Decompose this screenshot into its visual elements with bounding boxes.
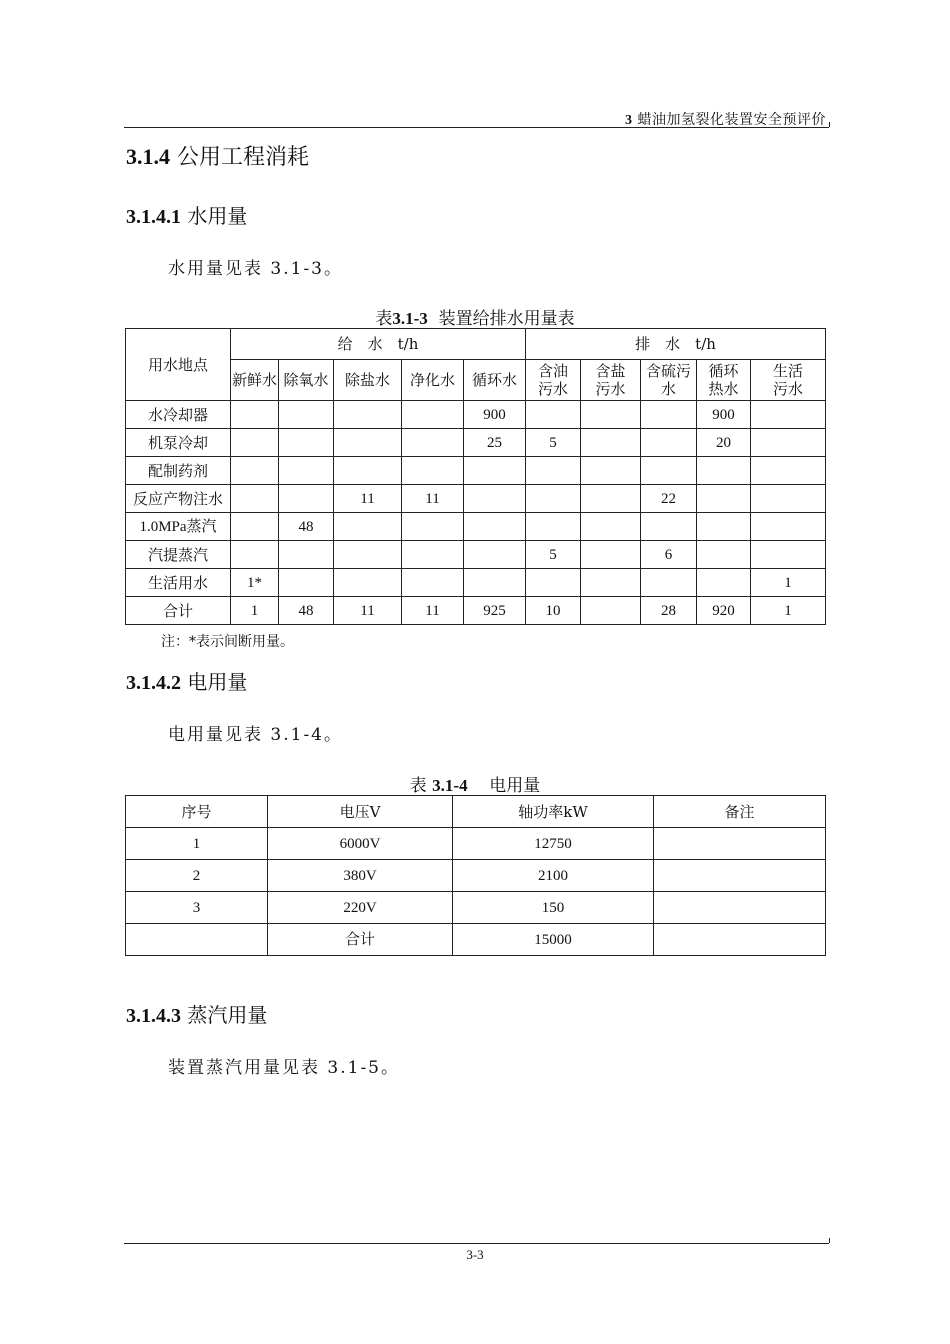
table-cell bbox=[334, 401, 402, 429]
table-cell: 925 bbox=[464, 597, 526, 625]
table-cell: 11 bbox=[334, 485, 402, 513]
table-cell bbox=[581, 597, 641, 625]
row-label: 水冷却器 bbox=[126, 401, 231, 429]
table-cell: 11 bbox=[402, 485, 464, 513]
table-cell bbox=[751, 429, 826, 457]
table-cell bbox=[464, 569, 526, 597]
table-cell: 1 bbox=[231, 597, 279, 625]
table-cell bbox=[231, 429, 279, 457]
table-cell bbox=[279, 429, 334, 457]
table-cell: 48 bbox=[279, 513, 334, 541]
table-cell: 20 bbox=[697, 429, 751, 457]
table-cell bbox=[526, 457, 581, 485]
table-row bbox=[126, 457, 826, 485]
page-number: 3-3 bbox=[466, 1247, 484, 1262]
table-cell bbox=[231, 513, 279, 541]
table-cell bbox=[279, 569, 334, 597]
footer-rule bbox=[124, 1243, 829, 1244]
table-cell bbox=[402, 541, 464, 569]
table-cell bbox=[581, 485, 641, 513]
table-cell bbox=[581, 513, 641, 541]
table-row bbox=[126, 828, 826, 860]
table-row bbox=[126, 429, 826, 457]
table-cell bbox=[654, 892, 826, 924]
table-cell bbox=[279, 457, 334, 485]
header-rule-tick bbox=[826, 122, 830, 127]
table-cell bbox=[581, 457, 641, 485]
table-cell bbox=[334, 513, 402, 541]
table-cell: 28 bbox=[641, 597, 697, 625]
table-cell bbox=[526, 569, 581, 597]
table-row bbox=[126, 541, 826, 569]
table-cell bbox=[751, 513, 826, 541]
row-label: 合计 bbox=[126, 597, 231, 625]
table-cell bbox=[334, 429, 402, 457]
table-cell bbox=[402, 569, 464, 597]
table-cell bbox=[697, 513, 751, 541]
table-cell bbox=[464, 541, 526, 569]
table-cell bbox=[402, 457, 464, 485]
table-cell: 25 bbox=[464, 429, 526, 457]
table-cell: 150 bbox=[453, 892, 654, 924]
paragraph-water-usage: 水用量见表 3.1-3。 bbox=[168, 259, 343, 279]
header-chapter-title: 蜡油加氢裂化装置安全预评价 bbox=[637, 112, 826, 128]
table-cell bbox=[751, 541, 826, 569]
table-cell: 22 bbox=[641, 485, 697, 513]
table-cell: 12750 bbox=[453, 828, 654, 860]
table-cell: 5 bbox=[526, 541, 581, 569]
paragraph-power-usage: 电用量见表 3.1-4。 bbox=[168, 725, 343, 745]
header-chapter-num: 3 bbox=[625, 113, 633, 128]
col-header: 除氧水 bbox=[279, 360, 334, 401]
table-cell: 15000 bbox=[453, 924, 654, 956]
table-cell bbox=[231, 401, 279, 429]
table-cell: 11 bbox=[334, 597, 402, 625]
table-cell bbox=[402, 513, 464, 541]
row-label: 反应产物注水 bbox=[126, 485, 231, 513]
table-cell: 1* bbox=[231, 569, 279, 597]
table-cell: 2 bbox=[126, 860, 268, 892]
col-header: 含盐 污水 bbox=[581, 360, 641, 401]
table-cell: 11 bbox=[402, 597, 464, 625]
table-cell bbox=[279, 401, 334, 429]
col-header: 循环水 bbox=[464, 360, 526, 401]
table-cell bbox=[581, 541, 641, 569]
col-header: 新鲜水 bbox=[231, 360, 279, 401]
table-cell bbox=[526, 513, 581, 541]
table-cell bbox=[697, 457, 751, 485]
col-header-location: 用水地点 bbox=[126, 329, 231, 401]
table-cell: 1 bbox=[751, 597, 826, 625]
table-cell bbox=[126, 924, 268, 956]
row-label: 生活用水 bbox=[126, 569, 231, 597]
table-cell bbox=[654, 828, 826, 860]
section-heading-3-1-4-3: 3.1.4.3 蒸汽用量 bbox=[126, 1003, 268, 1027]
table-cell bbox=[641, 513, 697, 541]
running-header bbox=[625, 109, 826, 129]
section-heading-3-1-4-1: 3.1.4.1 水用量 bbox=[126, 204, 248, 228]
table-cell bbox=[697, 541, 751, 569]
table-cell: 900 bbox=[464, 401, 526, 429]
group-header-supply: 给 水 t/h bbox=[231, 329, 526, 360]
table-row bbox=[126, 485, 826, 513]
table-cell bbox=[526, 485, 581, 513]
table-cell bbox=[334, 541, 402, 569]
col-header: 含硫污 水 bbox=[641, 360, 697, 401]
table-cell bbox=[654, 924, 826, 956]
table-cell: 10 bbox=[526, 597, 581, 625]
table-note: 注：*表示间断用量。 bbox=[161, 634, 294, 650]
table-cell bbox=[581, 401, 641, 429]
table-cell bbox=[751, 401, 826, 429]
table-row bbox=[126, 569, 826, 597]
table-3-1-4-caption: 表 3.1-4 电用量 bbox=[409, 776, 541, 796]
table-cell bbox=[279, 541, 334, 569]
water-usage-table bbox=[125, 328, 826, 625]
table-cell bbox=[402, 401, 464, 429]
col-header-voltage: 电压V bbox=[268, 796, 453, 828]
group-header-drain: 排 水 t/h bbox=[526, 329, 826, 360]
table-cell: 920 bbox=[697, 597, 751, 625]
table-row bbox=[126, 924, 826, 956]
table-row bbox=[126, 401, 826, 429]
table-cell bbox=[641, 457, 697, 485]
header-rule bbox=[124, 127, 829, 128]
table-3-1-3-caption: 表3.1-3 装置给排水用量表 bbox=[375, 309, 575, 329]
table-cell: 48 bbox=[279, 597, 334, 625]
col-header-remark: 备注 bbox=[654, 796, 826, 828]
table-cell bbox=[334, 569, 402, 597]
row-label: 机泵冷却 bbox=[126, 429, 231, 457]
table-cell bbox=[464, 485, 526, 513]
table-row bbox=[126, 892, 826, 924]
power-usage-table bbox=[125, 795, 826, 956]
row-label: 配制药剂 bbox=[126, 457, 231, 485]
row-label: 1.0MPa蒸汽 bbox=[126, 513, 231, 541]
table-cell bbox=[654, 860, 826, 892]
section-heading-3-1-4: 3.1.4 公用工程消耗 bbox=[126, 144, 310, 170]
table-cell bbox=[697, 569, 751, 597]
table-cell bbox=[581, 429, 641, 457]
table-cell: 6000V bbox=[268, 828, 453, 860]
col-header: 含油 污水 bbox=[526, 360, 581, 401]
table-cell bbox=[526, 401, 581, 429]
table-cell: 1 bbox=[126, 828, 268, 860]
table-cell bbox=[334, 457, 402, 485]
table-cell bbox=[231, 457, 279, 485]
table-cell: 5 bbox=[526, 429, 581, 457]
table-cell bbox=[641, 569, 697, 597]
table-cell bbox=[697, 485, 751, 513]
row-label: 汽提蒸汽 bbox=[126, 541, 231, 569]
table-row bbox=[126, 860, 826, 892]
table-cell bbox=[402, 429, 464, 457]
table-cell: 380V bbox=[268, 860, 453, 892]
table-cell: 900 bbox=[697, 401, 751, 429]
table-cell bbox=[464, 513, 526, 541]
col-header: 净化水 bbox=[402, 360, 464, 401]
table-cell bbox=[464, 457, 526, 485]
table-cell bbox=[279, 485, 334, 513]
table-cell bbox=[581, 569, 641, 597]
table-cell: 2100 bbox=[453, 860, 654, 892]
table-cell: 合计 bbox=[268, 924, 453, 956]
paragraph-steam-usage: 装置蒸汽用量见表 3.1-5。 bbox=[168, 1058, 400, 1078]
table-cell bbox=[751, 485, 826, 513]
table-cell bbox=[231, 541, 279, 569]
col-header: 生活 污水 bbox=[751, 360, 826, 401]
col-header-index: 序号 bbox=[126, 796, 268, 828]
table-cell: 1 bbox=[751, 569, 826, 597]
section-heading-3-1-4-2: 3.1.4.2 电用量 bbox=[126, 670, 248, 694]
footer-rule-tick bbox=[826, 1238, 830, 1243]
col-header: 除盐水 bbox=[334, 360, 402, 401]
table-cell bbox=[751, 457, 826, 485]
table-cell: 6 bbox=[641, 541, 697, 569]
table-cell: 220V bbox=[268, 892, 453, 924]
table-cell: 3 bbox=[126, 892, 268, 924]
table-row bbox=[126, 513, 826, 541]
col-header: 循环 热水 bbox=[697, 360, 751, 401]
table-cell bbox=[231, 485, 279, 513]
col-header-power: 轴功率kW bbox=[453, 796, 654, 828]
table-cell bbox=[641, 401, 697, 429]
table-cell bbox=[641, 429, 697, 457]
table-row bbox=[126, 597, 826, 625]
